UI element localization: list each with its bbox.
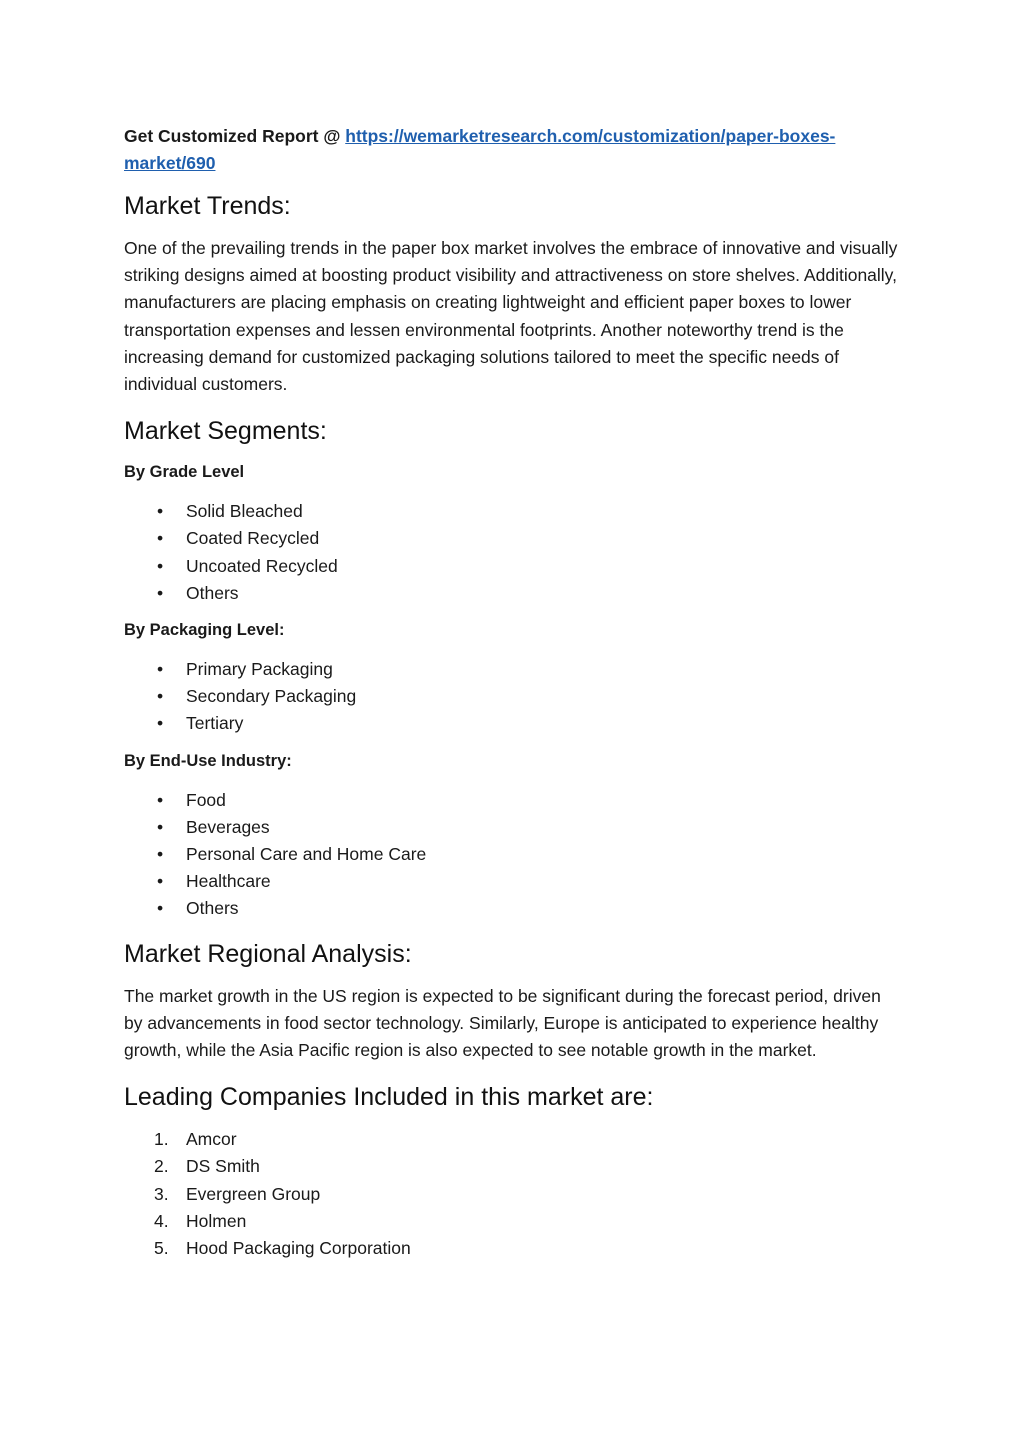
bullet-icon: • — [157, 501, 164, 522]
list-item-text: Evergreen Group — [186, 1183, 321, 1204]
bullet-icon: • — [157, 789, 164, 810]
list-item — [124, 1235, 904, 1262]
bullet-icon: • — [157, 898, 164, 919]
list-item — [124, 683, 904, 710]
list-item — [124, 498, 904, 525]
regional-analysis-paragraph: The market growth in the US region is expected to be significant during the forecast period, driven by advancements in food sector technology. Similarly, Europe is anticipated to experience healthy growth, while the Asia Pacific region is also expected to see notable growth in the market. — [124, 985, 881, 1061]
grade-level-list — [124, 498, 904, 607]
list-item — [124, 895, 904, 922]
list-item-text: Secondary Packaging — [186, 686, 357, 707]
list-item — [124, 841, 904, 868]
list-item-text: Others — [186, 898, 239, 919]
list-item — [124, 787, 904, 814]
list-item — [124, 580, 904, 607]
end-use-industry-list — [124, 787, 904, 923]
list-item-text: Tertiary — [186, 713, 244, 734]
bullet-icon: • — [157, 555, 164, 576]
list-item-text: Coated Recycled — [186, 528, 320, 549]
list-item-text: Amcor — [186, 1129, 237, 1150]
end-use-industry-title: By End-Use Industry: — [124, 751, 292, 770]
bullet-icon: • — [157, 528, 164, 549]
list-number: 2. — [154, 1156, 169, 1177]
list-item-text: Others — [186, 582, 239, 603]
list-item — [124, 553, 904, 580]
regional-analysis-heading: Market Regional Analysis: — [124, 939, 412, 968]
list-item-text: Hood Packaging Corporation — [186, 1238, 411, 1259]
list-item-text: Personal Care and Home Care — [186, 844, 427, 865]
list-item — [124, 656, 904, 683]
list-item-text: Beverages — [186, 816, 270, 837]
list-item — [124, 1181, 904, 1208]
list-item — [124, 868, 904, 895]
list-item — [124, 1126, 904, 1153]
bullet-icon: • — [157, 582, 164, 603]
list-item-text: DS Smith — [186, 1156, 260, 1177]
list-number: 1. — [154, 1129, 169, 1150]
list-item — [124, 525, 904, 552]
grade-level-title: By Grade Level — [124, 463, 245, 482]
bullet-icon: • — [157, 871, 164, 892]
bullet-icon: • — [157, 844, 164, 865]
list-item — [124, 1153, 904, 1180]
list-item-text: Healthcare — [186, 871, 271, 892]
market-segments-heading: Market Segments: — [124, 417, 327, 446]
list-number: 5. — [154, 1238, 169, 1259]
list-item-text: Holmen — [186, 1210, 247, 1231]
bullet-icon: • — [157, 816, 164, 837]
list-item — [124, 814, 904, 841]
list-item-text: Primary Packaging — [186, 659, 333, 680]
list-item-text: Food — [186, 789, 226, 810]
market-trends-paragraph: One of the prevailing trends in the paper box market involves the embrace of innovative and visually striking designs aimed at boosting product visibility and attractiveness on store shelves. Additionally, manufacturers are placing emphasis on creating lightweight and efficient paper boxes to lower transportation expenses and lessen environmental footprints. Another noteworthy trend is the increasing demand for customized packaging solutions tailored to meet the specific needs of individual customers. — [124, 238, 898, 395]
market-trends-heading: Market Trends: — [124, 192, 291, 220]
bullet-icon: • — [157, 713, 164, 734]
list-item — [124, 1208, 904, 1235]
list-item-text: Uncoated Recycled — [186, 555, 338, 576]
list-number: 4. — [154, 1210, 169, 1231]
leading-companies-list — [124, 1126, 904, 1262]
leading-companies-heading: Leading Companies Included in this market are: — [124, 1083, 654, 1112]
document-content — [124, 123, 904, 1273]
bullet-icon: • — [157, 686, 164, 707]
bullet-icon: • — [157, 659, 164, 680]
customization-link[interactable]: https://wemarketresearch.com/customization/paper-boxes-market/690 — [124, 126, 836, 173]
list-item — [124, 710, 904, 737]
list-number: 3. — [154, 1183, 169, 1204]
cta-prefix: Get Customized Report @ — [124, 126, 346, 146]
packaging-level-list — [124, 656, 904, 738]
customized-report-line — [124, 123, 904, 177]
packaging-level-title: By Packaging Level: — [124, 621, 285, 640]
list-item-text: Solid Bleached — [186, 501, 303, 522]
